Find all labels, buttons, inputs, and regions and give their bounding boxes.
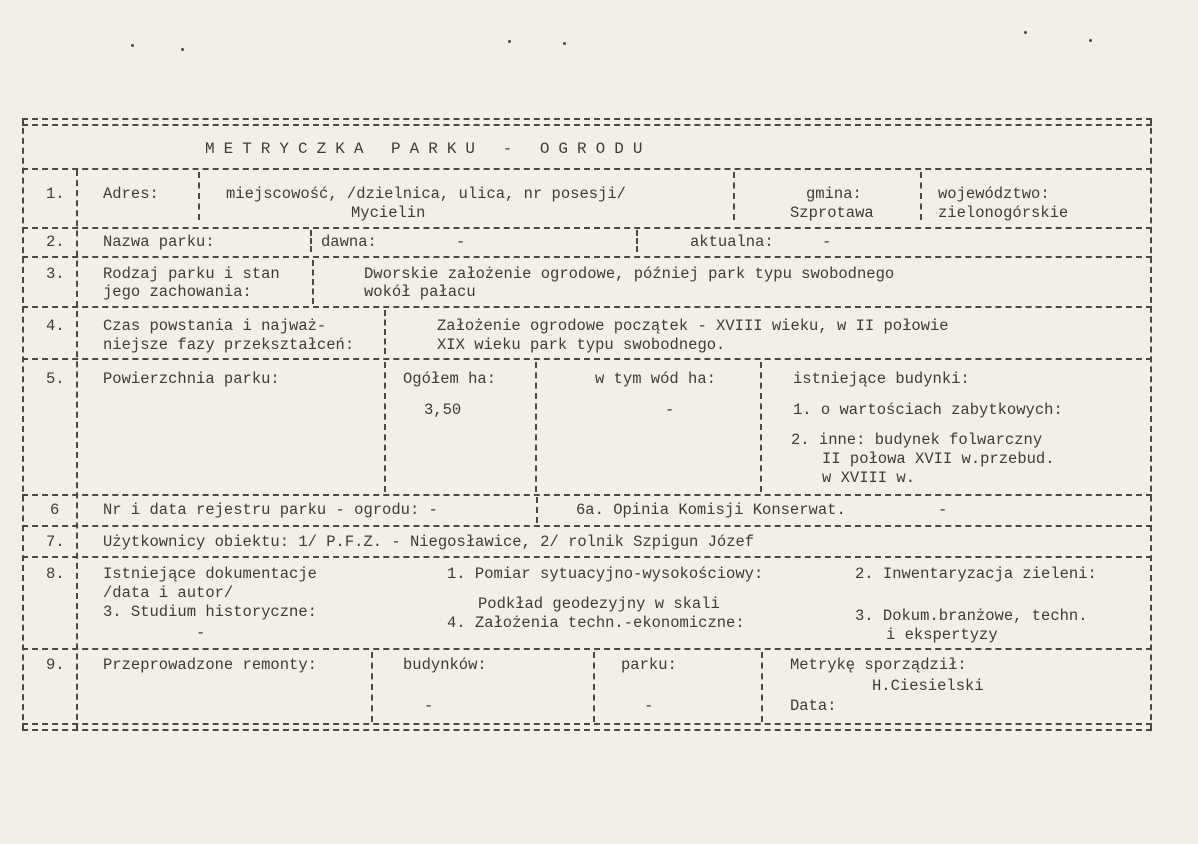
row-number-1: 1. xyxy=(46,185,65,203)
rule-3 xyxy=(22,306,1152,308)
locality-value: Mycielin xyxy=(351,204,426,222)
rule-5c xyxy=(760,362,762,492)
row-number-5: 5. xyxy=(46,370,65,388)
rule-9 xyxy=(22,723,1152,725)
park-type-label-line2: jego zachowania: xyxy=(103,283,252,301)
greenery-inventory-label: 2. Inwentaryzacja zieleni: xyxy=(855,565,1097,583)
historical-study-label: 3. Studium historyczne: xyxy=(103,603,317,621)
rule-5 xyxy=(22,494,1152,496)
speck xyxy=(131,44,134,47)
park-name-label: Nazwa parku: xyxy=(103,233,215,251)
current-name-value: - xyxy=(822,233,832,251)
speck xyxy=(563,42,566,45)
rule-9b xyxy=(593,652,595,722)
row-number-6: 6 xyxy=(50,501,60,519)
rule-8 xyxy=(22,648,1152,650)
row-number-3: 3. xyxy=(46,265,65,283)
row-number-9: 9. xyxy=(46,656,65,674)
number-column-rule xyxy=(76,170,78,730)
rule-4a xyxy=(384,310,386,354)
address-caption: miejscowość, /dzielnica, ulica, nr posesji/ xyxy=(226,185,626,203)
conservation-opinion-label: 6a. Opinia Komisji Konserwat. xyxy=(576,501,846,519)
speck xyxy=(181,48,184,51)
historic-buildings: 1. o wartościach zabytkowych: xyxy=(793,401,1063,419)
border-top-inner xyxy=(22,124,1152,126)
row-number-7: 7. xyxy=(46,533,65,551)
history-value-line2: XIX wieku park typu swobodnego. xyxy=(437,336,726,354)
branch-docs-line1: 3. Dokum.branżowe, techn. xyxy=(855,607,1088,625)
speck xyxy=(508,40,511,43)
rule-2b xyxy=(636,230,638,252)
row-number-4: 4. xyxy=(46,317,65,335)
gmina-label: gmina: xyxy=(806,185,862,203)
register-label: Nr i data rejestru parku - ogrodu: - xyxy=(103,501,438,519)
water-area-label: w tym wód ha: xyxy=(595,370,716,388)
other-buildings-line3: w XVIII w. xyxy=(822,469,916,487)
rule-7 xyxy=(22,556,1152,558)
rule-title xyxy=(22,168,1152,170)
border-top xyxy=(22,118,1152,120)
users-text: Użytkownicy obiektu: 1/ P.F.Z. - Niegosławice, 2/ rolnik Szpigun Józef xyxy=(103,533,755,551)
voivodeship-value: zielonogórskie xyxy=(938,204,1069,222)
survey-label: 1. Pomiar sytuacyjno-wysokościowy: xyxy=(447,565,764,583)
buildings-label: istniejące budynki: xyxy=(793,370,970,388)
rule-6 xyxy=(22,525,1152,527)
border-left xyxy=(22,118,24,730)
park-type-label-line1: Rodzaj parku i stan xyxy=(103,265,280,283)
form-title: METRYCZKA PARKU - OGRODU xyxy=(205,140,652,158)
rule-2a xyxy=(310,230,312,252)
history-value-line1: Założenie ogrodowe początek - XVIII wieku, w II połowie xyxy=(437,317,949,335)
total-area-label: Ogółem ha: xyxy=(403,370,497,388)
rule-1 xyxy=(22,227,1152,229)
park-type-value-line1: Dworskie założenie ogrodowe, później park typu swobodnego xyxy=(364,265,895,283)
prepared-by-label: Metrykę sporządził: xyxy=(790,656,967,674)
repairs-label: Przeprowadzone remonty: xyxy=(103,656,317,674)
documentation-label-line2: /data i autor/ xyxy=(103,584,234,602)
history-label-line2: niejsze fazy przekształceń: xyxy=(103,336,355,354)
current-name-label: aktualna: xyxy=(690,233,774,251)
park-repairs-label: parku: xyxy=(621,656,677,674)
rule-3a xyxy=(312,260,314,304)
rule-4 xyxy=(22,358,1152,360)
branch-docs-line2: i ekspertyzy xyxy=(886,626,998,644)
history-label-line1: Czas powstania i najważ- xyxy=(103,317,327,335)
rule-6a xyxy=(536,497,538,523)
gmina-value: Szprotawa xyxy=(790,204,874,222)
prepared-by-value: H.Ciesielski xyxy=(872,677,984,695)
water-area-value: - xyxy=(665,401,675,419)
row-number-2: 2. xyxy=(46,233,65,251)
conservation-opinion-value: - xyxy=(938,501,948,519)
park-repairs-value: - xyxy=(644,697,654,715)
rule-2 xyxy=(22,256,1152,258)
rule-5b xyxy=(535,362,537,492)
speck xyxy=(1089,39,1092,42)
address-label: Adres: xyxy=(103,185,159,203)
former-name-value: - xyxy=(456,233,466,251)
rule-9a xyxy=(371,652,373,722)
other-buildings-line1: 2. inne: budynek folwarczny xyxy=(791,431,1043,449)
rule-1a xyxy=(198,172,200,220)
date-label: Data: xyxy=(790,697,837,715)
total-area-value: 3,50 xyxy=(424,401,462,419)
building-repairs-label: budynków: xyxy=(403,656,487,674)
border-bottom xyxy=(22,729,1152,731)
former-name-label: dawna: xyxy=(321,233,377,251)
border-right xyxy=(1150,118,1152,730)
other-buildings-line2: II połowa XVII w.przebud. xyxy=(822,450,1055,468)
rule-1c xyxy=(920,172,922,220)
building-repairs-value: - xyxy=(424,697,434,715)
park-type-value-line2: wokół pałacu xyxy=(364,283,476,301)
rule-5a xyxy=(384,362,386,492)
survey-value: Podkład geodezyjny w skali xyxy=(478,595,720,613)
rule-1b xyxy=(733,172,735,220)
techno-economic-label: 4. Założenia techn.-ekonomiczne: xyxy=(447,614,745,632)
area-label: Powierzchnia parku: xyxy=(103,370,280,388)
voivodeship-label: województwo: xyxy=(938,185,1050,203)
row-number-8: 8. xyxy=(46,565,65,583)
documentation-label-line1: Istniejące dokumentacje xyxy=(103,565,317,583)
speck xyxy=(1024,31,1027,34)
rule-9c xyxy=(761,652,763,722)
historical-study-value: - xyxy=(196,624,206,642)
